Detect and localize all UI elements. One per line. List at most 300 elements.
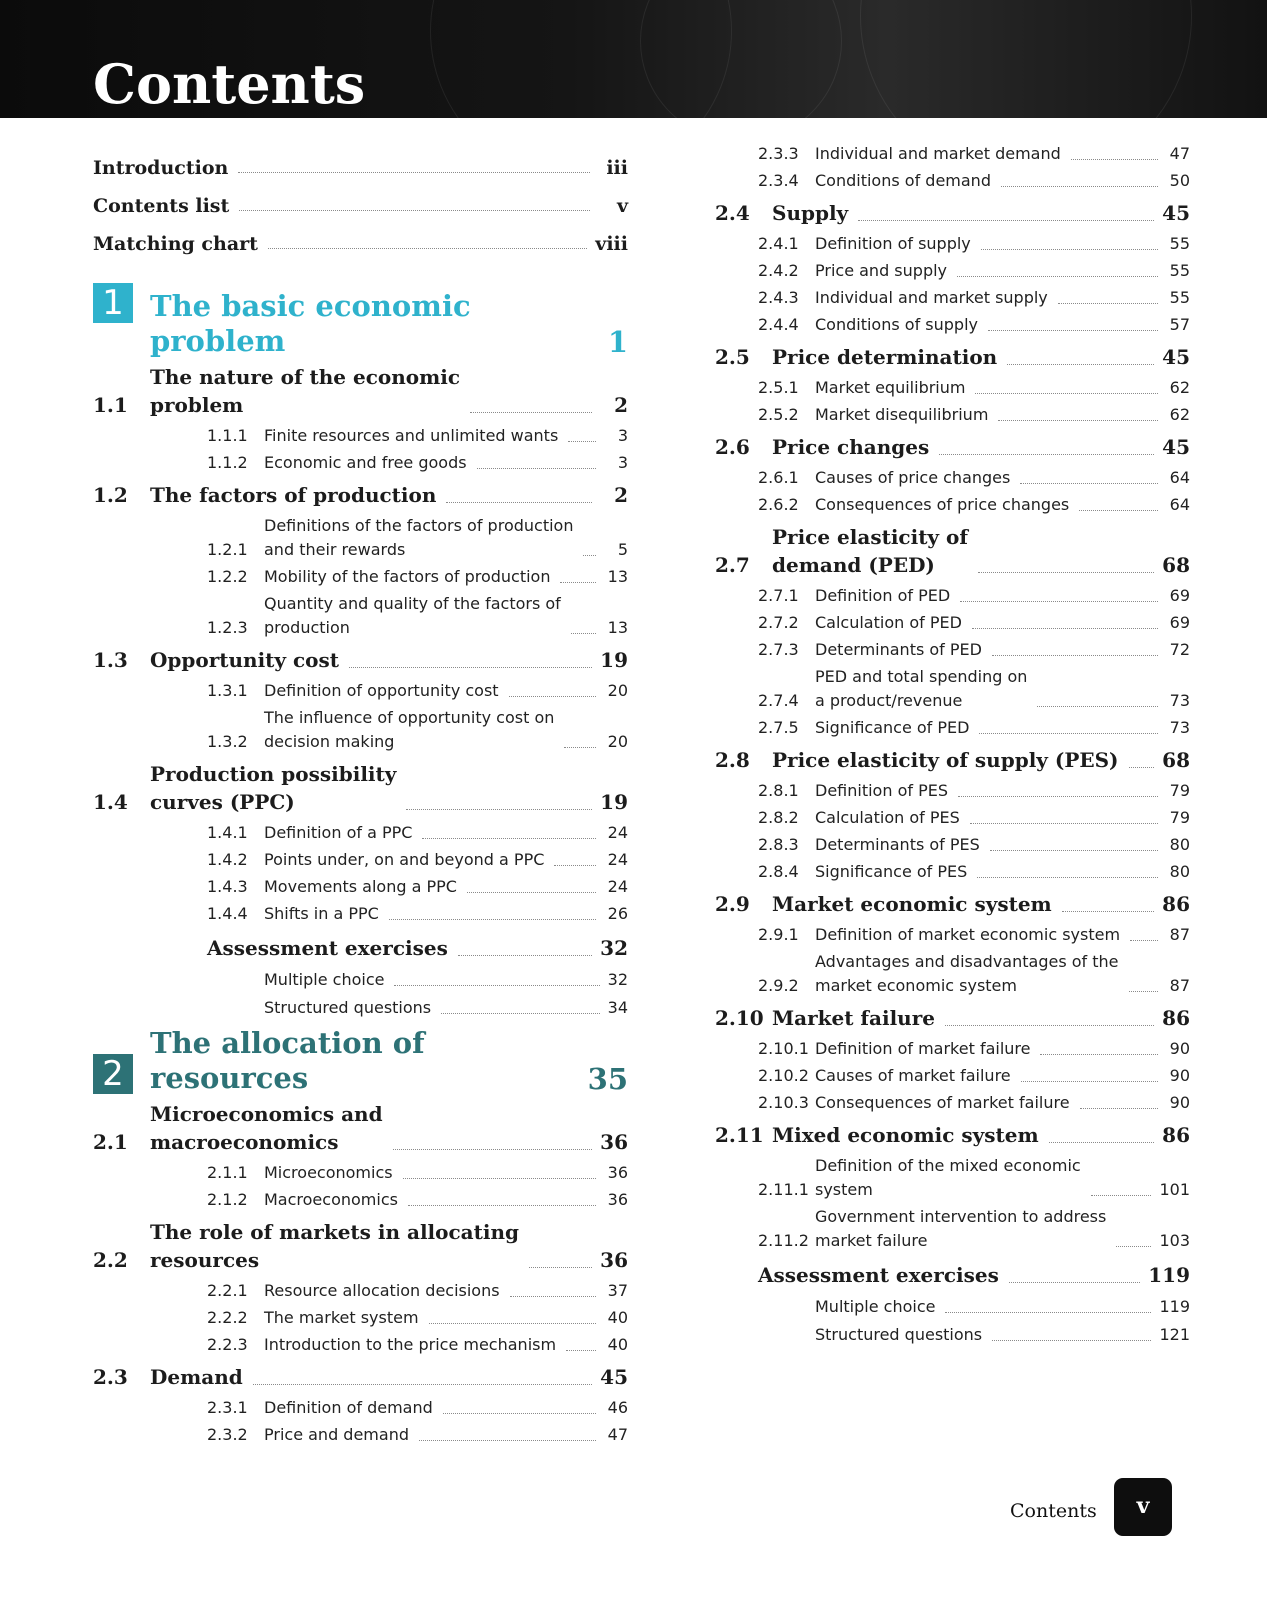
toc-section[interactable] bbox=[93, 1359, 628, 1395]
entry-title-line: Definition of opportunity cost bbox=[264, 681, 499, 700]
page-number: 26 bbox=[607, 904, 628, 923]
entry-title-line: Causes of market failure bbox=[815, 1066, 1011, 1085]
toc-subsection[interactable] bbox=[207, 1278, 628, 1305]
dot-leader bbox=[349, 667, 592, 668]
subsection-number: 2.7.5 bbox=[758, 718, 799, 737]
toc-subsection[interactable] bbox=[207, 513, 628, 564]
entry-title-line: Price determination bbox=[772, 345, 998, 369]
dot-leader bbox=[393, 1149, 592, 1150]
toc-subsection[interactable] bbox=[758, 859, 1190, 886]
entry-title-line: Price elasticity of supply (PES) bbox=[772, 748, 1119, 772]
page-number: 64 bbox=[1169, 495, 1190, 514]
page-number: 40 bbox=[607, 1308, 628, 1327]
entry-title bbox=[815, 779, 948, 803]
toc-subsection[interactable] bbox=[207, 450, 628, 477]
assessment-item-title: Multiple choice bbox=[815, 1297, 936, 1316]
entry-title-line: Advantages and disadvantages of the bbox=[815, 952, 1119, 971]
toc-section[interactable] bbox=[715, 519, 1190, 583]
entry-title bbox=[815, 313, 978, 337]
entry-title bbox=[772, 343, 997, 371]
section-number: 2.4 bbox=[715, 201, 750, 225]
toc-section[interactable] bbox=[715, 886, 1190, 922]
toc-subsection[interactable] bbox=[207, 1160, 628, 1187]
entry-title-line: Introduction to the price mechanism bbox=[264, 1335, 557, 1354]
dot-leader bbox=[978, 572, 1154, 573]
entry-title bbox=[815, 403, 988, 427]
dot-leader bbox=[939, 454, 1154, 455]
entry-title-line: Calculation of PED bbox=[815, 613, 962, 632]
page-number: 87 bbox=[1169, 925, 1190, 944]
toc-subsection[interactable] bbox=[758, 1090, 1190, 1117]
page-number: 79 bbox=[1169, 808, 1190, 827]
toc-subsection[interactable] bbox=[207, 820, 628, 847]
entry-title-line: Price and supply bbox=[815, 261, 948, 280]
entry-title-line: Definition of market economic system bbox=[815, 925, 1121, 944]
subsection-number: 1.4.3 bbox=[207, 877, 248, 896]
toc-subsection[interactable] bbox=[758, 610, 1190, 637]
subsection-number: 1.1.1 bbox=[207, 426, 248, 445]
subsection-number: 1.4.2 bbox=[207, 850, 248, 869]
chapter-page-number: 1 bbox=[607, 325, 628, 359]
subsection-number: 2.7.2 bbox=[758, 613, 799, 632]
subsection-number: 2.3.3 bbox=[758, 144, 799, 163]
entry-title bbox=[150, 481, 436, 509]
dot-leader bbox=[389, 919, 596, 920]
entry-title-line: Significance of PES bbox=[815, 862, 968, 881]
entry-title-line: Price and demand bbox=[264, 1425, 409, 1444]
toc-subsection[interactable] bbox=[207, 705, 628, 756]
entry-title bbox=[264, 1161, 393, 1185]
toc-subsection[interactable] bbox=[207, 1305, 628, 1332]
subsection-number: 1.3.1 bbox=[207, 681, 248, 700]
toc-subsection[interactable] bbox=[758, 805, 1190, 832]
entry-title bbox=[772, 890, 1052, 918]
page-number: 36 bbox=[600, 1248, 628, 1272]
dot-leader bbox=[443, 1413, 596, 1414]
toc-section[interactable] bbox=[93, 477, 628, 513]
entry-title-line: The basic economic bbox=[150, 289, 471, 323]
entry-title bbox=[772, 433, 929, 461]
page-number: 13 bbox=[607, 618, 628, 637]
assessment-item[interactable] bbox=[264, 994, 628, 1022]
subsection-number: 2.1.1 bbox=[207, 1163, 248, 1182]
toc-section[interactable] bbox=[715, 195, 1190, 231]
toc-subsection[interactable] bbox=[758, 375, 1190, 402]
entry-title-line: Microeconomics and bbox=[150, 1102, 383, 1126]
dot-leader bbox=[992, 1340, 1151, 1341]
page-number: 72 bbox=[1169, 640, 1190, 659]
entry-title bbox=[815, 665, 1027, 713]
entry-title bbox=[264, 565, 550, 589]
entry-title bbox=[264, 1188, 398, 1212]
dot-leader bbox=[1080, 1108, 1158, 1109]
dot-leader bbox=[403, 1178, 596, 1179]
entry-title-line: Price elasticity of bbox=[772, 525, 968, 549]
page-number: 45 bbox=[600, 1365, 628, 1389]
page-number: 40 bbox=[607, 1335, 628, 1354]
page-number: 45 bbox=[1162, 345, 1190, 369]
page-number: 19 bbox=[600, 790, 628, 814]
assessment-heading[interactable] bbox=[758, 1255, 1190, 1293]
chapter-page-number: 35 bbox=[587, 1062, 628, 1096]
entry-title bbox=[815, 1064, 1011, 1088]
entry-title bbox=[772, 523, 968, 579]
entry-title bbox=[264, 706, 554, 754]
dot-leader bbox=[470, 412, 592, 413]
toc-section[interactable] bbox=[93, 1214, 628, 1278]
entry-title-line: Individual and market demand bbox=[815, 144, 1061, 163]
dot-leader bbox=[1129, 991, 1159, 992]
page-number: 47 bbox=[607, 1425, 628, 1444]
entry-title bbox=[815, 232, 971, 256]
assessment-title: Assessment exercises bbox=[758, 1263, 999, 1287]
dot-leader bbox=[446, 502, 592, 503]
toc-section[interactable] bbox=[93, 359, 628, 423]
page-number: 20 bbox=[607, 681, 628, 700]
dot-leader bbox=[477, 468, 596, 469]
page-number: 55 bbox=[1169, 234, 1190, 253]
toc-section[interactable] bbox=[715, 1000, 1190, 1036]
entry-title-line: The allocation of resources bbox=[150, 1026, 425, 1095]
subsection-number: 2.8.4 bbox=[758, 862, 799, 881]
entry-title-line: Consequences of market failure bbox=[815, 1093, 1070, 1112]
toc-subsection[interactable] bbox=[758, 312, 1190, 339]
dot-leader bbox=[990, 850, 1158, 851]
toc-subsection[interactable] bbox=[207, 1422, 628, 1449]
page-number: 68 bbox=[1162, 748, 1190, 772]
dot-leader bbox=[992, 655, 1158, 656]
entry-title bbox=[815, 259, 947, 283]
toc-subsection[interactable] bbox=[207, 564, 628, 591]
toc-column-left bbox=[93, 141, 628, 1449]
toc-subsection[interactable] bbox=[207, 678, 628, 705]
entry-title-line: Mobility of the factors of production bbox=[264, 567, 551, 586]
toc-subsection[interactable] bbox=[758, 285, 1190, 312]
entry-title-line: Resource allocation decisions bbox=[264, 1281, 500, 1300]
subsection-number: 2.4.3 bbox=[758, 288, 799, 307]
page-title: Contents bbox=[93, 52, 366, 116]
subsection-number: 2.2.2 bbox=[207, 1308, 248, 1327]
entry-title-line: PED and total spending on bbox=[815, 667, 1028, 686]
dot-leader bbox=[529, 1267, 592, 1268]
entry-title bbox=[150, 363, 460, 419]
entry-title-line: Macroeconomics bbox=[264, 1190, 398, 1209]
assessment-item[interactable] bbox=[815, 1321, 1190, 1349]
toc-column-right bbox=[715, 141, 1190, 1349]
entry-title bbox=[264, 679, 499, 703]
dot-leader bbox=[975, 393, 1158, 394]
subsection-number: 2.6.1 bbox=[758, 468, 799, 487]
chapter-heading[interactable] bbox=[93, 1026, 628, 1096]
dot-leader bbox=[1007, 364, 1154, 365]
page-number: 62 bbox=[1169, 405, 1190, 424]
toc-subsection[interactable] bbox=[758, 168, 1190, 195]
dot-leader bbox=[1071, 159, 1158, 160]
entry-title bbox=[150, 1363, 243, 1391]
dot-leader bbox=[554, 865, 596, 866]
dot-leader bbox=[564, 747, 596, 748]
toc-subsection[interactable] bbox=[758, 949, 1190, 1000]
dot-leader bbox=[583, 555, 596, 556]
section-number: 2.2 bbox=[93, 1248, 128, 1272]
chapter-number-box: 2 bbox=[93, 1054, 133, 1094]
dot-leader bbox=[1040, 1054, 1158, 1055]
toc-subsection[interactable] bbox=[758, 141, 1190, 168]
entry-title-line: The market system bbox=[264, 1308, 419, 1327]
page-number: 20 bbox=[607, 732, 628, 751]
dot-leader bbox=[1021, 1081, 1158, 1082]
page-number: 24 bbox=[607, 877, 628, 896]
toc-section[interactable] bbox=[715, 339, 1190, 375]
dot-leader bbox=[406, 809, 592, 810]
page-number: 90 bbox=[1169, 1066, 1190, 1085]
entry-title bbox=[815, 806, 960, 830]
dot-leader bbox=[972, 628, 1158, 629]
front-matter-entry[interactable] bbox=[93, 217, 628, 255]
front-matter-entry[interactable] bbox=[93, 179, 628, 217]
toc-subsection[interactable] bbox=[758, 1204, 1190, 1255]
subsection-number: 2.9.1 bbox=[758, 925, 799, 944]
entry-title bbox=[150, 289, 471, 359]
entry-title-line: Conditions of supply bbox=[815, 315, 978, 334]
subsection-number: 2.7.1 bbox=[758, 586, 799, 605]
dot-leader bbox=[394, 985, 599, 986]
section-number: 2.5 bbox=[715, 345, 750, 369]
entry-title-line: curves (PPC) bbox=[150, 790, 295, 814]
entry-title-line: Mixed economic system bbox=[772, 1123, 1039, 1147]
dot-leader bbox=[566, 1350, 596, 1351]
subsection-number: 2.7.3 bbox=[758, 640, 799, 659]
entry-title bbox=[772, 746, 1119, 774]
entry-title-line: problem bbox=[150, 393, 244, 417]
entry-title-line: Microeconomics bbox=[264, 1163, 393, 1182]
entry-title-line: production bbox=[264, 618, 350, 637]
page-number: 13 bbox=[607, 567, 628, 586]
page-number: 121 bbox=[1159, 1325, 1190, 1344]
entry-title bbox=[815, 1037, 1030, 1061]
chapter-title-wrap bbox=[150, 1026, 628, 1096]
entry-title-line: Market failure bbox=[772, 1006, 935, 1030]
assessment-item[interactable] bbox=[815, 1293, 1190, 1321]
toc-subsection[interactable] bbox=[758, 1063, 1190, 1090]
dot-leader bbox=[958, 796, 1158, 797]
subsection-number: 2.4.2 bbox=[758, 261, 799, 280]
entry-title-line: The influence of opportunity cost on bbox=[264, 708, 555, 727]
toc-section[interactable] bbox=[93, 642, 628, 678]
dot-leader bbox=[560, 582, 596, 583]
dot-leader bbox=[510, 1296, 596, 1297]
subsection-number: 1.2.2 bbox=[207, 567, 248, 586]
entry-title-line: Points under, on and beyond a PPC bbox=[264, 850, 545, 869]
subsection-number: 2.9.2 bbox=[758, 976, 799, 995]
subsection-number: 1.4.4 bbox=[207, 904, 248, 923]
section-number: 2.10 bbox=[715, 1006, 764, 1030]
entry-title-line: resources bbox=[150, 1248, 260, 1272]
entry-title bbox=[150, 1026, 562, 1096]
entry-title-line: Demand bbox=[150, 1365, 243, 1389]
dot-leader bbox=[1009, 1282, 1140, 1283]
page-number: 80 bbox=[1169, 862, 1190, 881]
entry-title bbox=[815, 584, 950, 608]
entry-title-line: Definition of the mixed economic bbox=[815, 1156, 1081, 1175]
dot-leader bbox=[970, 823, 1158, 824]
page-number: 45 bbox=[1162, 435, 1190, 459]
entry-title-line: Definition of a PPC bbox=[264, 823, 413, 842]
toc-subsection[interactable] bbox=[758, 465, 1190, 492]
entry-title-line: Economic and free goods bbox=[264, 453, 467, 472]
entry-title-line: Market equilibrium bbox=[815, 378, 966, 397]
page-number: 119 bbox=[1159, 1297, 1190, 1316]
toc-section[interactable] bbox=[715, 1117, 1190, 1153]
section-number: 1.4 bbox=[93, 790, 128, 814]
toc-subsection[interactable] bbox=[758, 583, 1190, 610]
toc-subsection[interactable] bbox=[207, 1332, 628, 1359]
entry-title-line: Causes of price changes bbox=[815, 468, 1011, 487]
toc-subsection[interactable] bbox=[758, 258, 1190, 285]
section-number: 2.11 bbox=[715, 1123, 764, 1147]
page-number: 90 bbox=[1169, 1039, 1190, 1058]
toc-subsection[interactable] bbox=[758, 832, 1190, 859]
toc-subsection[interactable] bbox=[758, 492, 1190, 519]
subsection-number: 2.4.4 bbox=[758, 315, 799, 334]
entry-title-line: Calculation of PES bbox=[815, 808, 960, 827]
entry-title bbox=[815, 142, 1061, 166]
chapter-heading[interactable] bbox=[93, 281, 628, 359]
entry-title bbox=[264, 451, 467, 475]
dot-leader bbox=[1129, 767, 1154, 768]
entry-title bbox=[264, 424, 558, 448]
dot-leader bbox=[979, 733, 1158, 734]
entry-title-line: market economic system bbox=[815, 976, 1017, 995]
page-number: 73 bbox=[1169, 691, 1190, 710]
subsection-number: 2.11.1 bbox=[758, 1180, 809, 1199]
page-number: 119 bbox=[1148, 1263, 1190, 1287]
entry-title bbox=[264, 1396, 433, 1420]
toc-section[interactable] bbox=[715, 429, 1190, 465]
dot-leader bbox=[419, 1440, 596, 1441]
toc-section[interactable] bbox=[715, 742, 1190, 778]
front-matter-entry[interactable] bbox=[93, 141, 628, 179]
toc-subsection[interactable] bbox=[207, 1187, 628, 1214]
dot-leader bbox=[1001, 186, 1158, 187]
entry-title-line: Market disequilibrium bbox=[815, 405, 989, 424]
toc-subsection[interactable] bbox=[207, 423, 628, 450]
page-number: 36 bbox=[600, 1130, 628, 1154]
toc-subsection[interactable] bbox=[758, 664, 1190, 715]
page-number: 68 bbox=[1162, 553, 1190, 577]
toc-subsection[interactable] bbox=[758, 922, 1190, 949]
assessment-item-title: Structured questions bbox=[815, 1325, 983, 1344]
page-number: 2 bbox=[614, 393, 628, 417]
assessment-item[interactable] bbox=[264, 966, 628, 994]
toc-subsection[interactable] bbox=[758, 715, 1190, 742]
toc-subsection[interactable] bbox=[758, 778, 1190, 805]
subsection-number: 2.2.3 bbox=[207, 1335, 248, 1354]
entry-title-line: Movements along a PPC bbox=[264, 877, 457, 896]
dot-leader bbox=[467, 892, 596, 893]
entry-title bbox=[815, 716, 969, 740]
dot-leader bbox=[441, 1013, 600, 1014]
toc-subsection[interactable] bbox=[758, 1036, 1190, 1063]
section-number: 2.9 bbox=[715, 892, 750, 916]
dot-leader bbox=[239, 210, 590, 211]
page-number: 34 bbox=[607, 998, 628, 1017]
entry-title bbox=[150, 1218, 519, 1274]
entry-title-line: macroeconomics bbox=[150, 1130, 339, 1154]
front-matter-title: Matching chart bbox=[93, 233, 258, 255]
page-number-badge: v bbox=[1114, 1478, 1172, 1536]
dot-leader bbox=[957, 276, 1158, 277]
dot-leader bbox=[408, 1205, 596, 1206]
toc-subsection[interactable] bbox=[207, 874, 628, 901]
entry-title-line: Definition of demand bbox=[264, 1398, 433, 1417]
page-number: 36 bbox=[607, 1163, 628, 1182]
entry-title-line: Shifts in a PPC bbox=[264, 904, 379, 923]
page-number: iii bbox=[606, 157, 628, 179]
entry-title bbox=[264, 902, 379, 926]
section-number: 1.3 bbox=[93, 648, 128, 672]
entry-title-line: Determinants of PED bbox=[815, 640, 982, 659]
toc-subsection[interactable] bbox=[207, 591, 628, 642]
entry-title bbox=[815, 638, 982, 662]
page-number: 80 bbox=[1169, 835, 1190, 854]
toc-section[interactable] bbox=[93, 1096, 628, 1160]
toc-subsection[interactable] bbox=[758, 402, 1190, 429]
entry-title-line: Conditions of demand bbox=[815, 171, 991, 190]
toc-subsection[interactable] bbox=[207, 1395, 628, 1422]
toc-subsection[interactable] bbox=[207, 847, 628, 874]
page-number: 62 bbox=[1169, 378, 1190, 397]
entry-title-line: problem bbox=[150, 324, 286, 358]
dot-leader bbox=[1130, 940, 1158, 941]
page-number: 32 bbox=[607, 970, 628, 989]
entry-title bbox=[264, 1423, 409, 1447]
dot-leader bbox=[960, 601, 1158, 602]
dot-leader bbox=[238, 172, 590, 173]
page-number: 37 bbox=[607, 1281, 628, 1300]
dot-leader bbox=[571, 633, 596, 634]
dot-leader bbox=[429, 1323, 596, 1324]
subsection-number: 2.10.1 bbox=[758, 1039, 809, 1058]
page-number: 86 bbox=[1162, 1006, 1190, 1030]
entry-title-line: The role of markets in allocating bbox=[150, 1220, 519, 1244]
entry-title-line: Price changes bbox=[772, 435, 930, 459]
assessment-heading[interactable] bbox=[207, 928, 628, 966]
toc-subsection[interactable] bbox=[758, 1153, 1190, 1204]
entry-title bbox=[264, 875, 457, 899]
entry-title-line: Market economic system bbox=[772, 892, 1052, 916]
page-number: 2 bbox=[614, 483, 628, 507]
section-number: 2.3 bbox=[93, 1365, 128, 1389]
page-number: 86 bbox=[1162, 892, 1190, 916]
toc-subsection[interactable] bbox=[758, 637, 1190, 664]
chapter-title-wrap bbox=[150, 281, 628, 359]
dot-leader bbox=[509, 696, 596, 697]
dot-leader bbox=[422, 838, 596, 839]
entry-title bbox=[815, 611, 962, 635]
entry-title-line: Definition of market failure bbox=[815, 1039, 1031, 1058]
assessment-item-title: Multiple choice bbox=[264, 970, 385, 989]
toc-subsection[interactable] bbox=[758, 231, 1190, 258]
dot-leader bbox=[981, 249, 1158, 250]
entry-title bbox=[815, 1091, 1070, 1115]
toc-section[interactable] bbox=[93, 756, 628, 820]
toc-subsection[interactable] bbox=[207, 901, 628, 928]
page-number: 5 bbox=[617, 540, 628, 559]
dot-leader bbox=[998, 420, 1158, 421]
entry-title-line: market failure bbox=[815, 1231, 928, 1250]
entry-title-line: Individual and market supply bbox=[815, 288, 1048, 307]
